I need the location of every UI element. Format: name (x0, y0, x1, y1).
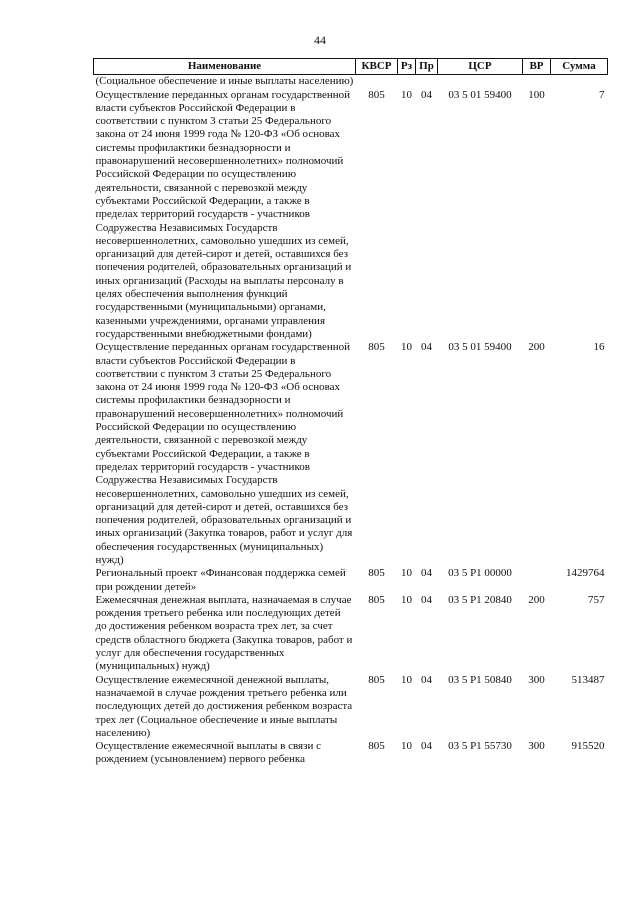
cell-rz: 10 (401, 567, 412, 580)
cell-sum: 7 (599, 88, 605, 101)
cell-csr: 03 5 P1 50840 (448, 673, 512, 686)
budget-table (93, 58, 608, 767)
cell-sum: 915520 (571, 740, 605, 753)
header-csr: ЦСР (438, 59, 523, 75)
cell-name: (Социальное обеспечение и иные выплаты населению) (95, 75, 354, 88)
table-row (94, 567, 608, 594)
cell-pr: 04 (421, 341, 432, 354)
cell-kvsr: 805 (368, 593, 385, 606)
cell-rz: 10 (401, 593, 412, 606)
cell-pr: 04 (421, 567, 432, 580)
header-sum: Сумма (551, 59, 608, 75)
header-rz: Рз (398, 59, 416, 75)
page-number: 44 (314, 33, 326, 47)
cell-kvsr: 805 (368, 567, 385, 580)
cell-csr: 03 5 01 59400 (448, 88, 512, 101)
header-pr: Пр (416, 59, 438, 75)
cell-csr: 03 5 P1 55730 (448, 740, 512, 753)
cell-rz: 10 (401, 88, 412, 101)
cell-csr: 03 5 P1 20840 (448, 593, 512, 606)
table-row (94, 75, 608, 89)
cell-name: Осуществление переданных органам государственной власти субъектов Российской Федерации в соответствии с пунктом 3 статьи 25 Федерального закона от 24 июня 1999 года № 120-ФЗ «Об основах системы профилактики безнадзорности и правонарушений несовершеннолетних» полномочий Российской Федерации по осуществлению деятельности, связанной с перевозкой между субъектами Российской Федерации, а также в пределах территорий государств - участников Содружества Независимых Государств несовершеннолетних, самовольно ушедших из семей, организаций для детей-сирот и детей, оставшихся без попечения родителей, образовательных организаций и иных организаций (Закупка товаров, работ и услуг для обеспечения государственных (муниципальных) нужд) (95, 341, 353, 566)
cell-kvsr: 805 (368, 341, 385, 354)
table-row (94, 89, 608, 342)
header-vr: ВР (523, 59, 551, 75)
cell-vr (523, 567, 551, 594)
cell-sum: 1429764 (566, 567, 605, 580)
cell-pr (416, 75, 438, 89)
cell-rz: 10 (401, 740, 412, 753)
cell-name: Региональный проект «Финансовая поддержка семей при рождении детей» (95, 567, 346, 593)
cell-vr: 200 (528, 341, 545, 354)
cell-name: Осуществление переданных органам государственной власти субъектов Российской Федерации в соответствии с пунктом 3 статьи 25 Федерального закона от 24 июня 1999 года № 120-ФЗ «Об основах системы профилактики безнадзорности и правонарушений несовершеннолетних» полномочий Российской Федерации по осуществлению деятельности, связанной с перевозкой между субъектами Российской Федерации, а также в пределах территорий государств - участников Содружества Независимых Государств несовершеннолетних, самовольно ушедших из семей, организаций для детей-сирот и детей, оставшихся без попечения родителей, образовательных организаций и иных организаций (Расходы на выплаты персоналу в целях обеспечения выполнения функций государственными (муниципальными) органами, казенными учреждениями, органами управления государственными внебюджетными фондами) (95, 88, 352, 340)
cell-csr: 03 5 01 59400 (448, 341, 512, 354)
cell-rz: 10 (401, 341, 412, 354)
cell-pr: 04 (421, 593, 432, 606)
table-row (94, 740, 608, 767)
table-row (94, 341, 608, 567)
cell-rz: 10 (401, 673, 412, 686)
cell-kvsr: 805 (368, 740, 385, 753)
cell-pr: 04 (421, 673, 432, 686)
cell-vr: 300 (528, 673, 545, 686)
cell-vr (523, 75, 551, 89)
cell-pr: 04 (421, 740, 432, 753)
cell-sum: 757 (588, 593, 605, 606)
header-kvsr: КВСР (356, 59, 398, 75)
cell-vr: 200 (528, 593, 545, 606)
cell-csr: 03 5 P1 00000 (448, 567, 512, 580)
cell-pr: 04 (421, 88, 432, 101)
cell-kvsr (356, 75, 398, 89)
cell-name: Осуществление ежемесячной выплаты в связи с рождением (усыновлением) первого ребенка (95, 740, 321, 766)
table-row (94, 674, 608, 740)
table-header-row (94, 59, 608, 75)
cell-kvsr: 805 (368, 673, 385, 686)
cell-vr: 100 (528, 88, 545, 101)
cell-kvsr: 805 (368, 88, 385, 101)
header-name: Наименование (94, 59, 356, 75)
cell-name: Ежемесячная денежная выплата, назначаемая в случае рождения третьего ребенка или последующих детей до достижения ребенком возраста трех лет, за счет средств областного бюджета (Закупка товаров, работ и услуг для обеспечения государственных (муниципальных) нужд) (95, 593, 353, 673)
table-body (94, 75, 608, 767)
cell-name: Осуществление ежемесячной денежной выплаты, назначаемой в случае рождения третьего ребенка или последующих детей до достижения ребенком возраста трех лет (Социальное обеспечение и иные выплаты населению) (95, 673, 353, 739)
cell-sum: 513487 (571, 673, 605, 686)
cell-rz (398, 75, 416, 89)
cell-csr (438, 75, 523, 89)
table-row (94, 594, 608, 674)
cell-sum (551, 75, 608, 89)
cell-sum: 16 (593, 341, 605, 354)
cell-vr: 300 (528, 740, 545, 753)
